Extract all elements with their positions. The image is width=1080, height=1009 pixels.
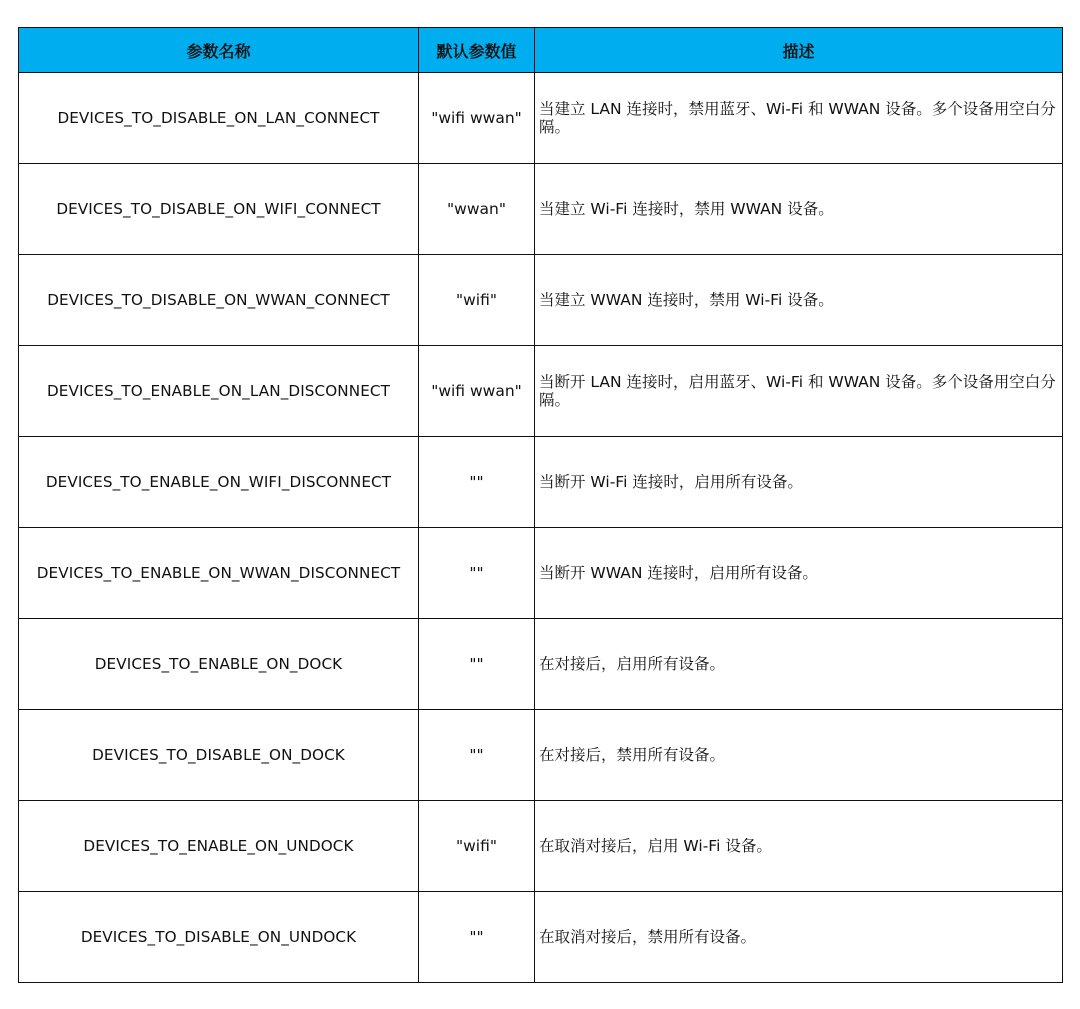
description-cell: 当建立 WWAN 连接时，禁用 Wi-Fi 设备。 [535,255,1063,346]
parameter-table-container [18,27,1062,983]
header-description: 描述 [535,28,1063,73]
header-row [19,28,1063,73]
default-value-cell: "" [419,437,535,528]
table-row [19,164,1063,255]
description-cell: 当建立 Wi-Fi 连接时，禁用 WWAN 设备。 [535,164,1063,255]
param-name-cell: DEVICES_TO_ENABLE_ON_DOCK [19,619,419,710]
param-name-cell: DEVICES_TO_ENABLE_ON_WWAN_DISCONNECT [19,528,419,619]
default-value-cell: "wwan" [419,164,535,255]
default-value-cell: "" [419,710,535,801]
table-row [19,892,1063,983]
description-cell: 当断开 WWAN 连接时，启用所有设备。 [535,528,1063,619]
param-name-cell: DEVICES_TO_DISABLE_ON_WWAN_CONNECT [19,255,419,346]
description-cell: 在对接后，启用所有设备。 [535,619,1063,710]
description-cell: 在取消对接后，启用 Wi-Fi 设备。 [535,801,1063,892]
table-header [19,28,1063,73]
table-row [19,528,1063,619]
table-row [19,801,1063,892]
param-name-cell: DEVICES_TO_DISABLE_ON_WIFI_CONNECT [19,164,419,255]
table-row [19,710,1063,801]
default-value-cell: "" [419,619,535,710]
param-name-cell: DEVICES_TO_ENABLE_ON_UNDOCK [19,801,419,892]
default-value-cell: "wifi wwan" [419,346,535,437]
header-default-value: 默认参数值 [419,28,535,73]
table-row [19,255,1063,346]
default-value-cell: "" [419,528,535,619]
description-cell: 在对接后，禁用所有设备。 [535,710,1063,801]
table-row [19,619,1063,710]
param-name-cell: DEVICES_TO_ENABLE_ON_WIFI_DISCONNECT [19,437,419,528]
default-value-cell: "wifi" [419,255,535,346]
description-cell: 当断开 LAN 连接时，启用蓝牙、Wi-Fi 和 WWAN 设备。多个设备用空白分隔。 [535,346,1063,437]
table-body [19,73,1063,983]
param-name-cell: DEVICES_TO_DISABLE_ON_UNDOCK [19,892,419,983]
table-row [19,437,1063,528]
table-row [19,346,1063,437]
table-row [19,73,1063,164]
parameter-table [18,27,1063,983]
default-value-cell: "wifi wwan" [419,73,535,164]
param-name-cell: DEVICES_TO_DISABLE_ON_LAN_CONNECT [19,73,419,164]
description-cell: 在取消对接后，禁用所有设备。 [535,892,1063,983]
default-value-cell: "wifi" [419,801,535,892]
description-cell: 当断开 Wi-Fi 连接时，启用所有设备。 [535,437,1063,528]
header-param-name: 参数名称 [19,28,419,73]
description-cell: 当建立 LAN 连接时，禁用蓝牙、Wi-Fi 和 WWAN 设备。多个设备用空白分隔。 [535,73,1063,164]
param-name-cell: DEVICES_TO_ENABLE_ON_LAN_DISCONNECT [19,346,419,437]
param-name-cell: DEVICES_TO_DISABLE_ON_DOCK [19,710,419,801]
default-value-cell: "" [419,892,535,983]
